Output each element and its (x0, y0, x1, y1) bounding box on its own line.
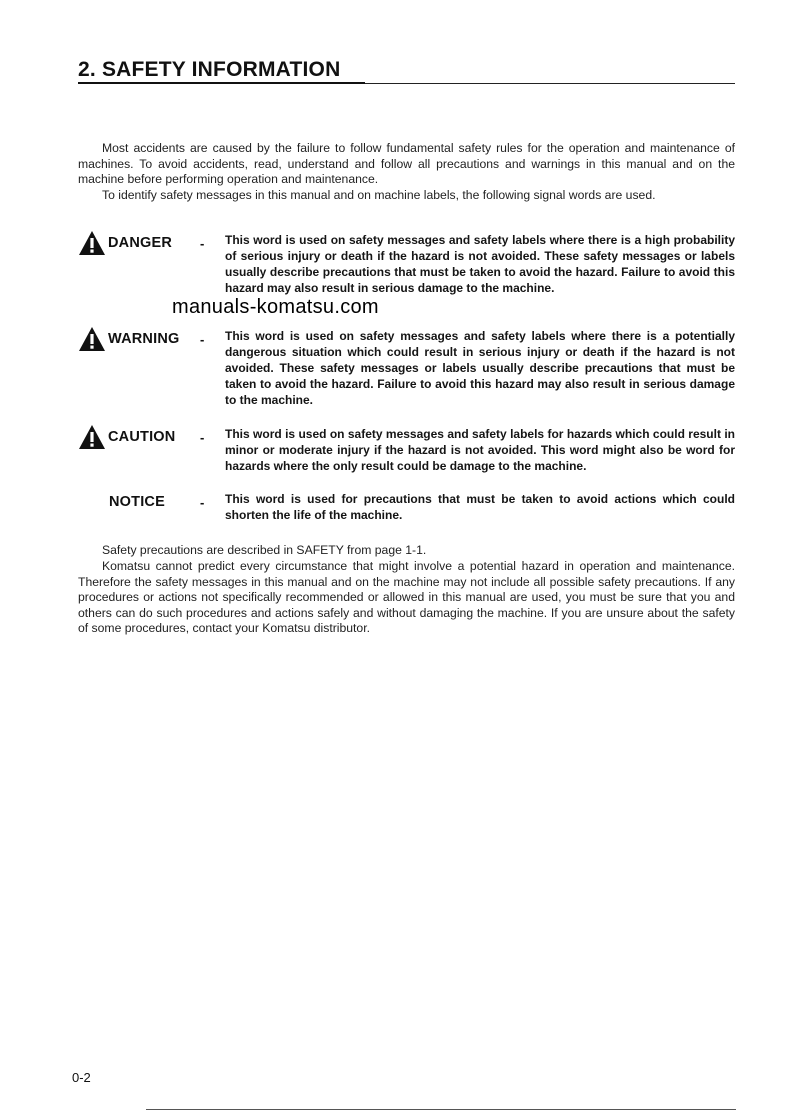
signal-description: This word is used for precautions that must be taken to avoid actions which could shorten the life of the machine. (225, 492, 735, 522)
signal-warning (78, 326, 735, 416)
intro-paragraph-1: Most accidents are caused by the failure to follow fundamental safety rules for the operation and maintenance of machines. To avoid accidents, read, understand and follow all precautions and warnings in this manual and on the machine before performing operation and maintenance. (78, 141, 735, 187)
dash: - (200, 430, 205, 445)
title-underline (78, 82, 365, 84)
page-number: 0-2 (72, 1070, 91, 1085)
dash: - (200, 495, 205, 510)
signal-description: This word is used on safety messages and safety labels where there is a potentially dangerous situation which could result in serious injury or death if the hazard is not avoided. These safety messages or labels usually describe precautions that must be taken to avoid the hazard. Failure to avoid this hazard may also result in serious damage to the machine. (225, 329, 735, 407)
signal-word: NOTICE (109, 494, 165, 510)
warning-triangle-icon (78, 424, 106, 450)
watermark-text: manuals-komatsu.com (172, 296, 379, 318)
closing-paragraph-1: Safety precautions are described in SAFETY from page 1-1. (102, 543, 427, 557)
signal-label-warning (78, 326, 179, 352)
signal-label-danger (78, 230, 172, 256)
page-title: 2. SAFETY INFORMATION (78, 58, 341, 81)
warning-triangle-icon (78, 230, 106, 256)
warning-triangle-icon (78, 326, 106, 352)
signal-caution (78, 424, 735, 484)
signal-word: CAUTION (108, 429, 176, 445)
signal-word: WARNING (108, 331, 180, 347)
signal-word: DANGER (108, 235, 173, 251)
dash: - (200, 332, 205, 347)
intro-paragraph-2: To identify safety messages in this manual and on machine labels, the following signal words are used. (102, 188, 656, 202)
dash: - (200, 236, 205, 251)
closing-paragraph-2: Komatsu cannot predict every circumstance that might involve a potential hazard in operation and maintenance. Therefore the safety messages in this manual and on the machine may not include all possible safety precautions. If any procedures or actions not specifically recommended or allowed in this manual are used, you must be sure that you and others can do such procedures and actions safely and without damaging the machine. If you are unsure about the safety of some procedures, contact your Komatsu distributor. (78, 559, 735, 636)
signal-notice (78, 489, 735, 529)
signal-label-caution (78, 424, 175, 450)
signal-description: This word is used on safety messages and safety labels for hazards which could result in minor or moderate injury if the hazard is not avoided. This word might also be word for hazards where the only result could be damage to the machine. (225, 427, 735, 473)
signal-description: This word is used on safety messages and safety labels where there is a high probability of serious injury or death if the hazard is not avoided. These safety messages or labels usually describe precautions that must be taken to avoid the hazard. Failure to avoid this hazard may also result in serious damage to the machine. (225, 233, 735, 295)
signal-label-notice (109, 489, 165, 515)
bottom-rule (146, 1109, 736, 1110)
